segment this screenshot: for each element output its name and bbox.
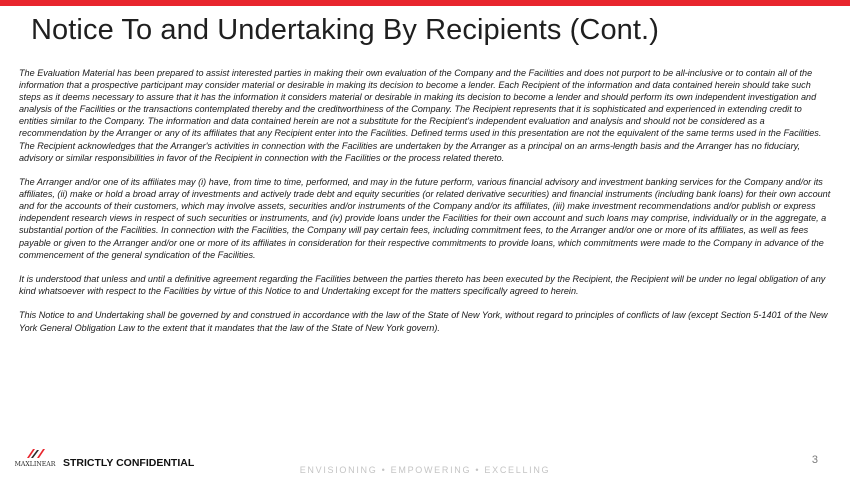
paragraph-no-obligation: It is understood that unless and until a definitive agreement regarding the Facilities between the parties thereto has been executed by the Recipient, the Recipient will be under no legal obligation of any kind whatsoever with respect to the Facilities by virtue of this Notice to and Undertaking except for the matters specifically agreed to herein. — [19, 274, 826, 297]
paragraph-governing-law: This Notice to and Undertaking shall be governed by and construed in accordance with the law of the State of New York, without regard to principles of conflicts of law (except Section 5-1401 of the New York General Obligation Law to the extent that it mandates that the law of the State of New York govern). — [19, 310, 828, 333]
footer-tagline: ENVISIONING • EMPOWERING • EXCELLING — [299, 465, 551, 475]
slide-title: Notice To and Undertaking By Recipients (Cont.) — [31, 14, 659, 46]
paragraph-evaluation-material: The Evaluation Material has been prepared to assist interested parties in making their own evaluation of the Company and the Facilities and does not purport to be all-inclusive or to contain all of the information that a prospective participant may consider material or desirable in making its decision to become a lender. Each Recipient of the information and data contained herein should take such steps as it deems necessary to assure that it has the information it considers material or desirable in making its decision to become a lender and should perform its own independent investigation and analysis of the Facilities or the transactions contemplated thereby and the creditworthiness of the Company. The Recipient represents that it is sophisticated and experienced in extending credit to entities similar to the Company. The information and data contained herein are not a substitute for the Recipient's independent evaluation and analysis and should not be considered as a recommendation by the Arranger or any of its affiliates that any Recipient enter into the Facilities. Defined terms used in this presentation are not the equivalent of the same terms used in the Facilities. The Recipient acknowledges that the Arranger's activities in connection with the Facilities are undertaken by the Arranger as a principal on an arms-length basis and the Arranger has no fiduciary, advisory or similar responsibilities in favor of the Recipient in connection with the Facilities or the process related thereto. — [19, 68, 822, 163]
page-number: 3 — [811, 454, 818, 466]
logo-wordmark: MAXLINEAR — [14, 461, 56, 468]
paragraph-arranger-affiliates: The Arranger and/or one of its affiliates may (i) have, from time to time, performed, and may in the future perform, various financial advisory and investment banking services for the Company and/or its affiliates, (ii) make or hold a broad array of investments and actively trade debt and equity securities (or related derivative securities) and financial instruments (including bank loans) for their own account and for the accounts of their customers, which may involve assets, securities and/or instruments of the Company and/or its affiliates, (iii) make investment recommendations and/or publish or express independent research views in respect of such securities or instruments, and (iv) provide loans under the Facilities for their own account and such loans may comprise, individually or in the aggregate, a substantial portion of the Facilities. In connection with the Facilities, the Company will pay certain fees, including commitment fees, to the Arranger and/or one or more of its affiliates, as well as fees payable or given to the Arranger and/or one or more of its affiliates in consideration for their respective commitments to provide loans, which commitments were made to the Company in advance of the commencement of the general syndication of the Facilities. — [19, 177, 831, 260]
confidential-label: STRICTLY CONFIDENTIAL — [63, 457, 195, 469]
top-accent-bar — [0, 0, 850, 6]
notice-body — [19, 67, 831, 346]
